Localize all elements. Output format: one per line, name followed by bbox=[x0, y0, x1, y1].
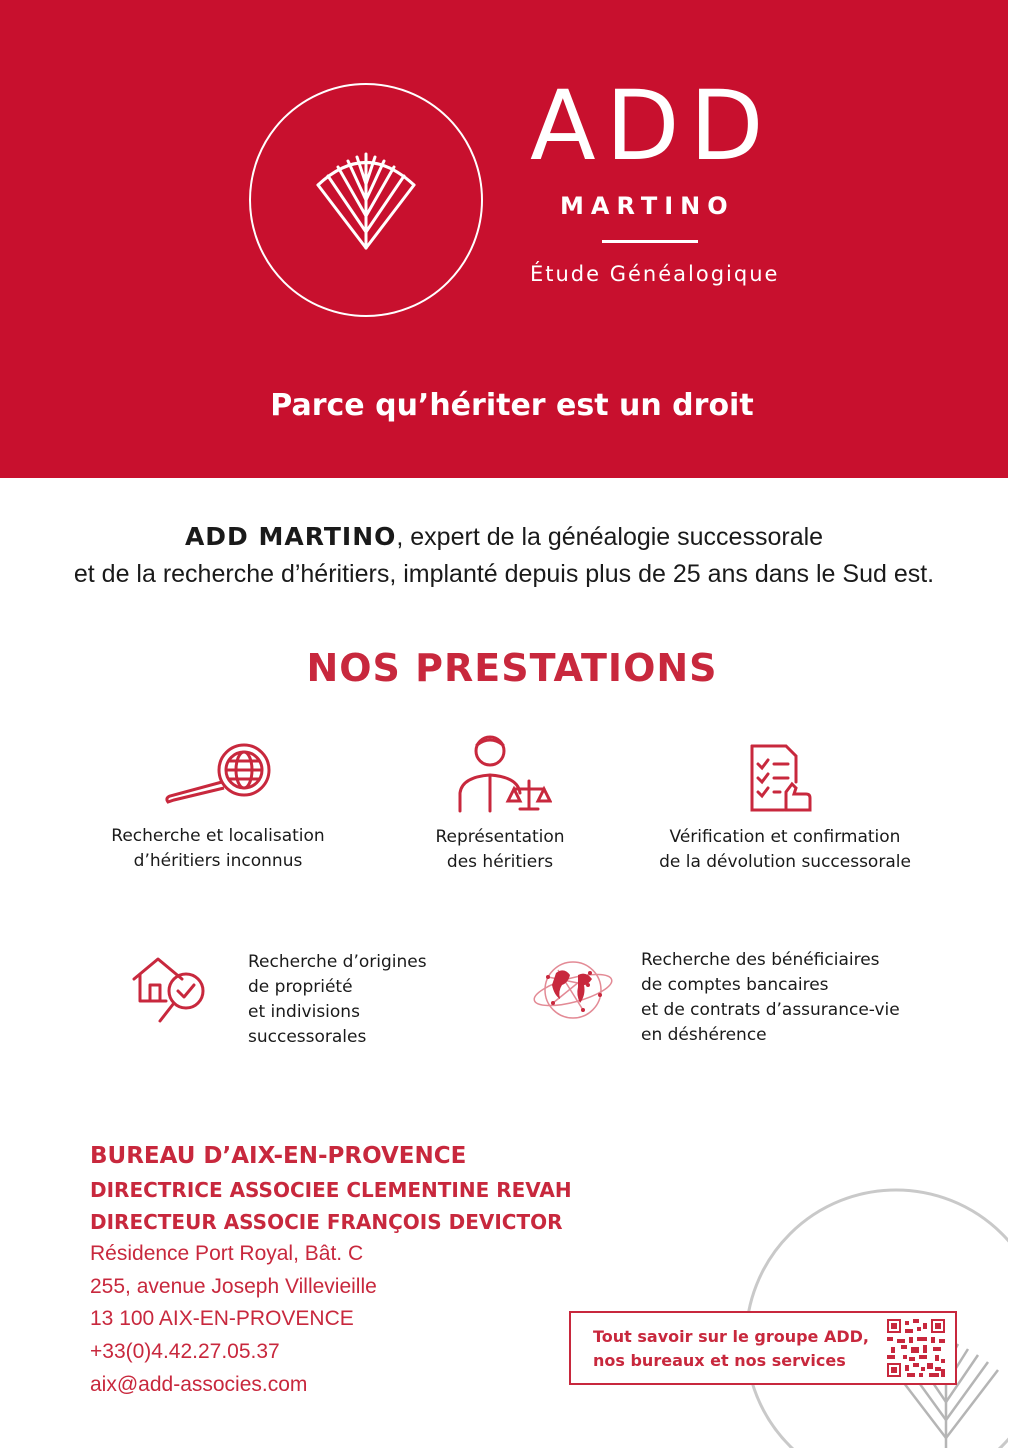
logo-leaf-icon bbox=[248, 82, 484, 318]
service-label-line: Vérification et confirmation bbox=[669, 827, 901, 847]
house-search-icon bbox=[130, 953, 210, 1027]
service-label-line: Recherche d’origines bbox=[248, 952, 427, 972]
service-label-line: d’héritiers inconnus bbox=[133, 851, 303, 871]
brand-divider bbox=[602, 240, 698, 243]
service-property-origins bbox=[248, 950, 488, 1050]
intro-text bbox=[0, 518, 1008, 593]
office-partner-1: DIRECTRICE ASSOCIEE CLEMENTINE REVAH bbox=[90, 1178, 572, 1202]
person-scales-icon bbox=[452, 733, 552, 813]
header-banner bbox=[0, 0, 1008, 478]
office-address-3: 13 100 AIX-EN-PROVENCE bbox=[90, 1307, 354, 1330]
service-label-line: en déshérence bbox=[641, 1025, 767, 1045]
page-edge bbox=[1008, 0, 1024, 1448]
office-title: BUREAU D’AIX-EN-PROVENCE bbox=[90, 1143, 467, 1169]
services-title: NOS PRESTATIONS bbox=[306, 646, 718, 690]
service-representation bbox=[390, 825, 610, 875]
service-label-line: des héritiers bbox=[446, 852, 554, 872]
brand-subname: MARTINO bbox=[560, 192, 735, 220]
service-label-line: et indivisions bbox=[248, 1002, 360, 1022]
brand-name: ADD bbox=[530, 70, 774, 182]
service-label-line: successorales bbox=[248, 1027, 367, 1047]
magnifier-globe-icon bbox=[160, 738, 276, 804]
cta-line: Tout savoir sur le groupe ADD, bbox=[593, 1327, 869, 1346]
intro-line2: et de la recherche d’héritiers, implanté depuis plus de 25 ans dans le Sud est. bbox=[73, 560, 935, 588]
service-heirs-search bbox=[100, 824, 336, 874]
intro-company: ADD MARTINO bbox=[184, 522, 397, 551]
service-label-line: de comptes bancaires bbox=[641, 975, 829, 995]
office-email[interactable]: aix@add-associes.com bbox=[90, 1373, 308, 1396]
tagline: Parce qu’hériter est un droit bbox=[270, 388, 754, 423]
service-label-line: de la dévolution successorale bbox=[659, 852, 911, 872]
service-label-line: Représentation bbox=[435, 827, 565, 847]
office-partner-2: DIRECTEUR ASSOCIE FRANÇOIS DEVICTOR bbox=[90, 1210, 563, 1234]
cta-line: nos bureaux et nos services bbox=[593, 1351, 846, 1370]
cta-box[interactable] bbox=[569, 1311, 957, 1385]
office-address-1: Résidence Port Royal, Bât. C bbox=[90, 1242, 364, 1265]
world-network-icon bbox=[528, 955, 618, 1025]
brand-subtitle: Étude Généalogique bbox=[530, 262, 780, 286]
office-phone[interactable]: +33(0)4.42.27.05.37 bbox=[90, 1340, 280, 1363]
checklist-thumb-icon bbox=[748, 742, 814, 814]
service-label-line: et de contrats d’assurance-vie bbox=[641, 1000, 900, 1020]
service-label-line: de propriété bbox=[248, 977, 353, 997]
cta-text bbox=[593, 1325, 869, 1373]
qr-code-icon[interactable] bbox=[887, 1319, 945, 1377]
intro-line1: , expert de la généalogie successorale bbox=[396, 523, 824, 551]
service-label-line: Recherche et localisation bbox=[111, 826, 325, 846]
service-label-line: Recherche des bénéficiaires bbox=[641, 950, 880, 970]
service-verification bbox=[640, 825, 930, 875]
service-dormant-accounts bbox=[641, 948, 941, 1048]
office-address-2: 255, avenue Joseph Villevieille bbox=[90, 1275, 377, 1298]
